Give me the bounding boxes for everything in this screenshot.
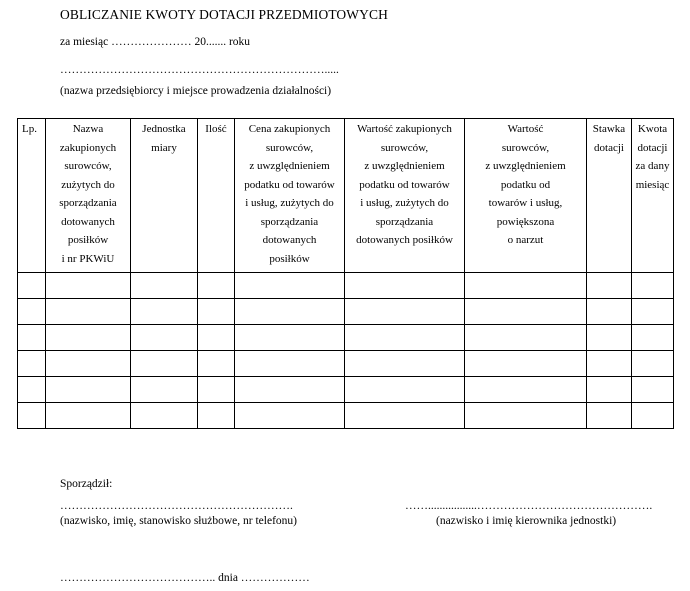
table-cell[interactable] xyxy=(465,273,587,299)
header-purchase-price xyxy=(235,119,345,273)
table-row xyxy=(18,325,674,351)
manager-caption: (nazwisko i imię kierownika jednostki) xyxy=(436,515,617,527)
table-cell[interactable] xyxy=(46,325,131,351)
header-subsidy-amount xyxy=(632,119,674,273)
table-row xyxy=(18,351,674,377)
preparer-signature-line: ……………………………………………………. xyxy=(60,500,293,512)
table-cell[interactable] xyxy=(632,299,674,325)
month-year-line: za miesiąc ………………… 20....... roku xyxy=(60,36,251,48)
table-cell[interactable] xyxy=(465,377,587,403)
prepared-by-label: Sporządził: xyxy=(60,478,113,490)
header-text-line: Ilość xyxy=(205,123,227,135)
table-cell[interactable] xyxy=(235,325,345,351)
table-cell[interactable] xyxy=(465,325,587,351)
header-purchase-value xyxy=(345,119,465,273)
header-text-line: Cena zakupionych xyxy=(248,123,331,135)
header-text-line: zakupionych xyxy=(59,141,117,154)
table-cell[interactable] xyxy=(46,273,131,299)
header-value-with-markup xyxy=(465,119,587,273)
table-cell[interactable] xyxy=(131,273,198,299)
place-date-line: ………………………………….. dnia ……………… xyxy=(60,572,310,584)
table-row xyxy=(18,299,674,325)
table-cell[interactable] xyxy=(345,325,465,351)
table-cell[interactable] xyxy=(345,273,465,299)
header-text-line: z uwzględnieniem xyxy=(249,160,330,172)
table-cell[interactable] xyxy=(345,377,465,403)
entrepreneur-field-line: ……………………………………………………………..... xyxy=(60,64,339,76)
header-text-line: podatku od towarów xyxy=(244,178,335,191)
table-cell[interactable] xyxy=(131,351,198,377)
table-cell[interactable] xyxy=(632,273,674,299)
table-cell[interactable] xyxy=(632,377,674,403)
table-row xyxy=(18,273,674,299)
header-text-line: i usług, zużytych do xyxy=(245,197,334,209)
table-row xyxy=(18,377,674,403)
header-text-line: surowców, xyxy=(380,141,429,154)
header-subsidy-rate xyxy=(587,119,632,273)
header-text-line: Kwota xyxy=(637,123,668,135)
header-unit xyxy=(131,119,198,273)
table-cell[interactable] xyxy=(198,325,235,351)
table-row xyxy=(18,403,674,429)
header-text-line: surowców, xyxy=(64,160,112,172)
header-text-line: Wartość xyxy=(507,123,544,135)
header-lp xyxy=(18,119,46,273)
table-cell[interactable] xyxy=(131,403,198,429)
header-text-line: Wartość zakupionych xyxy=(357,123,452,135)
table-cell[interactable] xyxy=(18,351,46,377)
table-cell[interactable] xyxy=(46,299,131,325)
table-cell[interactable] xyxy=(198,273,235,299)
header-text-line: posiłków xyxy=(67,234,109,246)
table-cell[interactable] xyxy=(131,377,198,403)
table-cell[interactable] xyxy=(632,403,674,429)
table-cell[interactable] xyxy=(587,351,632,377)
table-cell[interactable] xyxy=(198,299,235,325)
table-cell[interactable] xyxy=(587,273,632,299)
header-text-line: za dany xyxy=(635,160,670,172)
header-text-line: dotowanych xyxy=(262,234,317,246)
header-text-line: sporządzania xyxy=(375,215,434,228)
table-cell[interactable] xyxy=(587,325,632,351)
header-text-line: z uwzględnieniem xyxy=(485,160,566,172)
header-text-line: zużytych do xyxy=(61,178,115,191)
header-text-line: Jednostka xyxy=(142,123,186,135)
header-text-line: z uwzględnieniem xyxy=(364,160,445,172)
header-text-line: Stawka xyxy=(592,123,626,135)
table-cell[interactable] xyxy=(345,299,465,325)
table-cell[interactable] xyxy=(587,377,632,403)
table-cell[interactable] xyxy=(131,299,198,325)
header-text-line: podatku od xyxy=(500,178,551,191)
header-text-line: surowców, xyxy=(265,141,314,154)
table-cell[interactable] xyxy=(18,403,46,429)
header-quantity xyxy=(198,119,235,273)
table-cell[interactable] xyxy=(345,351,465,377)
table-cell[interactable] xyxy=(632,325,674,351)
table-cell[interactable] xyxy=(345,403,465,429)
header-text-line: o narzut xyxy=(507,234,544,246)
header-text-line: miary xyxy=(151,141,177,154)
table-cell[interactable] xyxy=(198,403,235,429)
table-cell[interactable] xyxy=(46,403,131,429)
table-cell[interactable] xyxy=(465,351,587,377)
table-cell[interactable] xyxy=(18,377,46,403)
table-cell[interactable] xyxy=(18,299,46,325)
table-cell[interactable] xyxy=(235,351,345,377)
table-cell[interactable] xyxy=(235,273,345,299)
table-cell[interactable] xyxy=(235,377,345,403)
header-text-line: i nr PKWiU xyxy=(61,252,115,265)
table-cell[interactable] xyxy=(235,299,345,325)
header-text-line: surowców, xyxy=(501,141,550,154)
header-text-line: sporządzania xyxy=(59,197,117,209)
table-cell[interactable] xyxy=(46,377,131,403)
header-text-line: dotowanych posiłków xyxy=(356,234,453,246)
table-cell[interactable] xyxy=(632,351,674,377)
header-text-line: miesiąc xyxy=(635,178,670,191)
header-text-line: powiększona xyxy=(496,215,555,228)
table-cell[interactable] xyxy=(131,325,198,351)
table-cell[interactable] xyxy=(198,377,235,403)
header-text-line: Nazwa xyxy=(72,123,104,135)
table-cell[interactable] xyxy=(18,273,46,299)
header-text-line: i usług, zużytych do xyxy=(360,197,449,209)
table-cell[interactable] xyxy=(18,325,46,351)
header-text-line: sporządzania xyxy=(260,215,319,228)
header-text-line: Lp. xyxy=(22,123,37,135)
table-cell[interactable] xyxy=(587,403,632,429)
header-text-line: dotowanych xyxy=(61,215,115,228)
header-text-line: dotacji xyxy=(637,141,668,154)
preparer-caption: (nazwisko, imię, stanowisko służbowe, nr telefonu) xyxy=(60,515,297,527)
header-text-line: towarów i usług, xyxy=(488,197,563,209)
manager-signature-line: …….................………………………………………. xyxy=(405,500,653,512)
table-cell[interactable] xyxy=(198,351,235,377)
subsidy-calculation-table xyxy=(17,118,674,429)
table-cell[interactable] xyxy=(235,403,345,429)
table-cell[interactable] xyxy=(465,403,587,429)
table-cell[interactable] xyxy=(465,299,587,325)
header-material-name xyxy=(46,119,131,273)
header-row xyxy=(18,119,674,273)
entrepreneur-caption: (nazwa przedsiębiorcy i miejsce prowadzenia działalności) xyxy=(60,85,332,97)
table-cell[interactable] xyxy=(587,299,632,325)
table-cell[interactable] xyxy=(46,351,131,377)
document-title: OBLICZANIE KWOTY DOTACJI PRZEDMIOTOWYCH xyxy=(60,7,388,22)
header-text-line: dotacji xyxy=(594,141,624,154)
header-text-line: posiłków xyxy=(269,252,310,265)
header-text-line: podatku od towarów xyxy=(359,178,450,191)
